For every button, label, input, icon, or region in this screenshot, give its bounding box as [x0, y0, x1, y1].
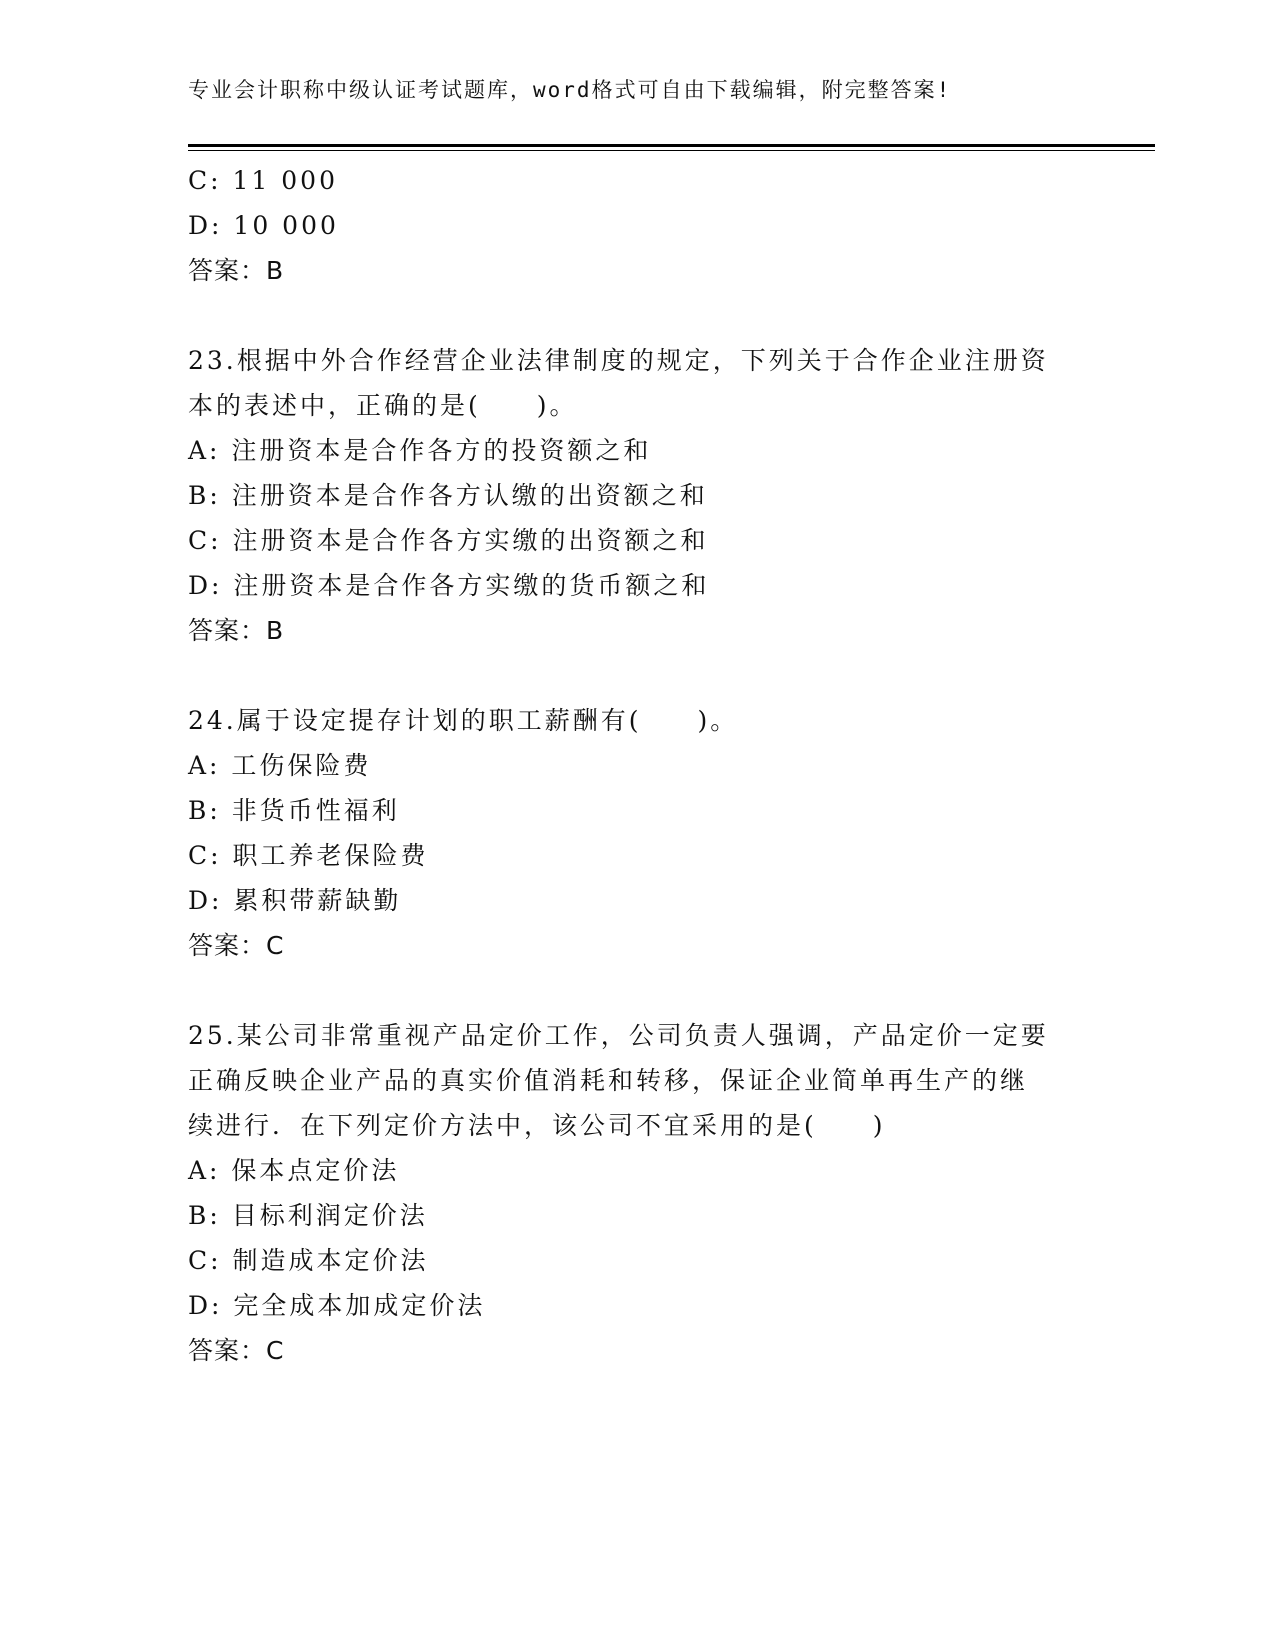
- spacer: [188, 968, 1088, 1013]
- option-line: B: 目标利润定价法: [188, 1201, 428, 1230]
- option-line: C: 职工养老保险费: [188, 841, 429, 870]
- option-line: D: 10 000: [188, 211, 339, 240]
- page-header: 专业会计职称中级认证考试题库，word格式可自由下载编辑，附完整答案!: [188, 78, 952, 102]
- stem-line: 23.根据中外合作经营企业法律制度的规定，下列关于合作企业注册资: [188, 346, 1049, 375]
- document-body: [188, 158, 1088, 1373]
- option-line: D: 完全成本加成定价法: [188, 1291, 486, 1320]
- stem-line: 续进行．在下列定价方法中，该公司不宜采用的是( ): [188, 1111, 886, 1140]
- option-line: D: 注册资本是合作各方实缴的货币额之和: [188, 571, 710, 600]
- question-25: [188, 1013, 1088, 1373]
- answer-line: 答案：C: [188, 931, 285, 960]
- question-24: [188, 698, 1088, 968]
- answer-line: 答案：C: [188, 1336, 285, 1365]
- option-line: A: 工伤保险费: [188, 751, 372, 780]
- option-line: B: 注册资本是合作各方认缴的出资额之和: [188, 481, 708, 510]
- answer-line: 答案：B: [188, 616, 285, 645]
- option-line: C: 注册资本是合作各方实缴的出资额之和: [188, 526, 709, 555]
- header-rule-thick: [188, 144, 1155, 147]
- answer-line: 答案：B: [188, 256, 285, 285]
- spacer: [188, 293, 1088, 338]
- question-stem: [188, 1013, 1088, 1148]
- option-line: C: 11 000: [188, 166, 338, 195]
- header-rule-thin: [188, 150, 1155, 151]
- question-stem: [188, 338, 1088, 428]
- stem-line: 24.属于设定提存计划的职工薪酬有( )。: [188, 706, 739, 735]
- option-line: A: 保本点定价法: [188, 1156, 400, 1185]
- question-stem: [188, 698, 1088, 743]
- option-line: B: 非货币性福利: [188, 796, 400, 825]
- stem-line: 25.某公司非常重视产品定价工作，公司负责人强调，产品定价一定要: [188, 1021, 1049, 1050]
- stem-line: 本的表述中，正确的是( )。: [188, 391, 578, 420]
- option-line: D: 累积带薪缺勤: [188, 886, 402, 915]
- spacer: [188, 653, 1088, 698]
- option-line: C: 制造成本定价法: [188, 1246, 429, 1275]
- question-23: [188, 338, 1088, 653]
- option-line: A: 注册资本是合作各方的投资额之和: [188, 436, 652, 465]
- stem-line: 正确反映企业产品的真实价值消耗和转移，保证企业简单再生产的继: [188, 1066, 1029, 1095]
